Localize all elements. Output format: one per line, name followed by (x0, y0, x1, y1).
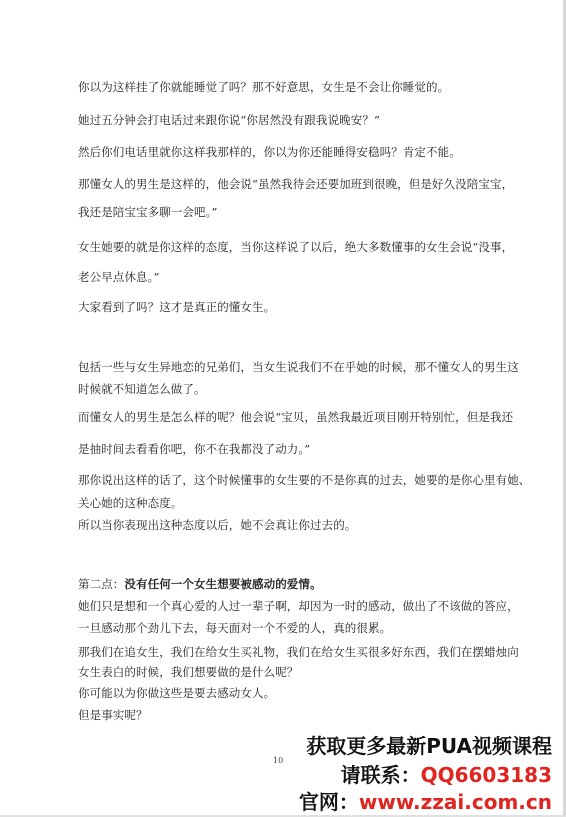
watermark-line-1: 获取更多最新PUA视频课程 (306, 734, 552, 758)
watermark-line-2 (341, 759, 552, 788)
paragraph: 你以为这样挂了你就能睡觉了吗？那不好意思，女生是不会让你睡觉的。 (78, 80, 450, 94)
paragraph: 我还是陪宝宝多聊一会吧。” (78, 205, 218, 219)
paragraph: 关心她的这种态度。 (78, 496, 183, 510)
paragraph: 女生表白的时候，我们想要做的是什么呢？ (78, 665, 299, 679)
paragraph: 时候就不知道怎么做了。 (78, 382, 206, 396)
page-number: 10 (273, 756, 284, 765)
watermark-url: www.zzai.com.cn (358, 790, 552, 814)
paragraph: 那你说出这样的话了，这个时候懂事的女生要的不是你真的过去，她要的是你心里有她、 (78, 473, 531, 487)
paragraph: 包括一些与女生异地恋的兄弟们，当女生说我们不在乎她的时候，那不懂女人的男生这 (78, 360, 519, 374)
section-prefix: 第二点： (78, 577, 125, 591)
section-heading (78, 571, 322, 597)
paragraph: 你可能以为你做这些是要去感动女人。 (78, 686, 276, 700)
paragraph: 但是事实呢？ (78, 708, 148, 722)
watermark-site-label: 官网： (298, 790, 359, 814)
watermark-line-3 (299, 786, 552, 815)
paragraph: 然后你们电话里就你这样我那样的，你以为你还能睡得安稳吗？肯定不能。 (78, 145, 461, 159)
watermark-qq: QQ6603183 (420, 763, 552, 787)
paragraph: 而懂女人的男生是怎么样的呢？他会说“宝贝，虽然我最近项目刚开特别忙，但是我还 (78, 410, 514, 424)
paragraph: 是抽时间去看看你吧，你不在我都没了动力。” (78, 442, 311, 456)
paragraph: 她过五分钟会打电话过来跟你说“你居然没有跟我说晚安？” (78, 113, 380, 127)
paragraph: 女生她要的就是你这样的态度，当你这样说了以后，绝大多数懂事的女生会说“没事， (78, 240, 514, 254)
paragraph: 那懂女人的男生是这样的，他会说“虽然我待会还要加班到很晚，但是好久没陪宝宝， (78, 177, 514, 191)
paragraph: 大家看到了吗？这才是真正的懂女生。 (78, 300, 276, 314)
paragraph: 她们只是想和一个真心爱的人过一辈子啊，却因为一时的感动，做出了不该做的答应， (78, 599, 519, 613)
paragraph: 一旦感动那个劲儿下去，每天面对一个不爱的人，真的很累。 (78, 621, 392, 635)
watermark-contact-label: 请联系： (340, 763, 421, 787)
paragraph: 所以当你表现出这种态度以后，她不会真让你过去的。 (78, 518, 357, 532)
paragraph: 那我们在追女生，我们在给女生买礼物，我们在给女生买很多好东西，我们在摆蜡烛向 (78, 645, 519, 659)
section-title: 没有任何一个女生想要被感动的爱情。 (124, 577, 322, 591)
paragraph: 老公早点休息。” (78, 270, 160, 284)
